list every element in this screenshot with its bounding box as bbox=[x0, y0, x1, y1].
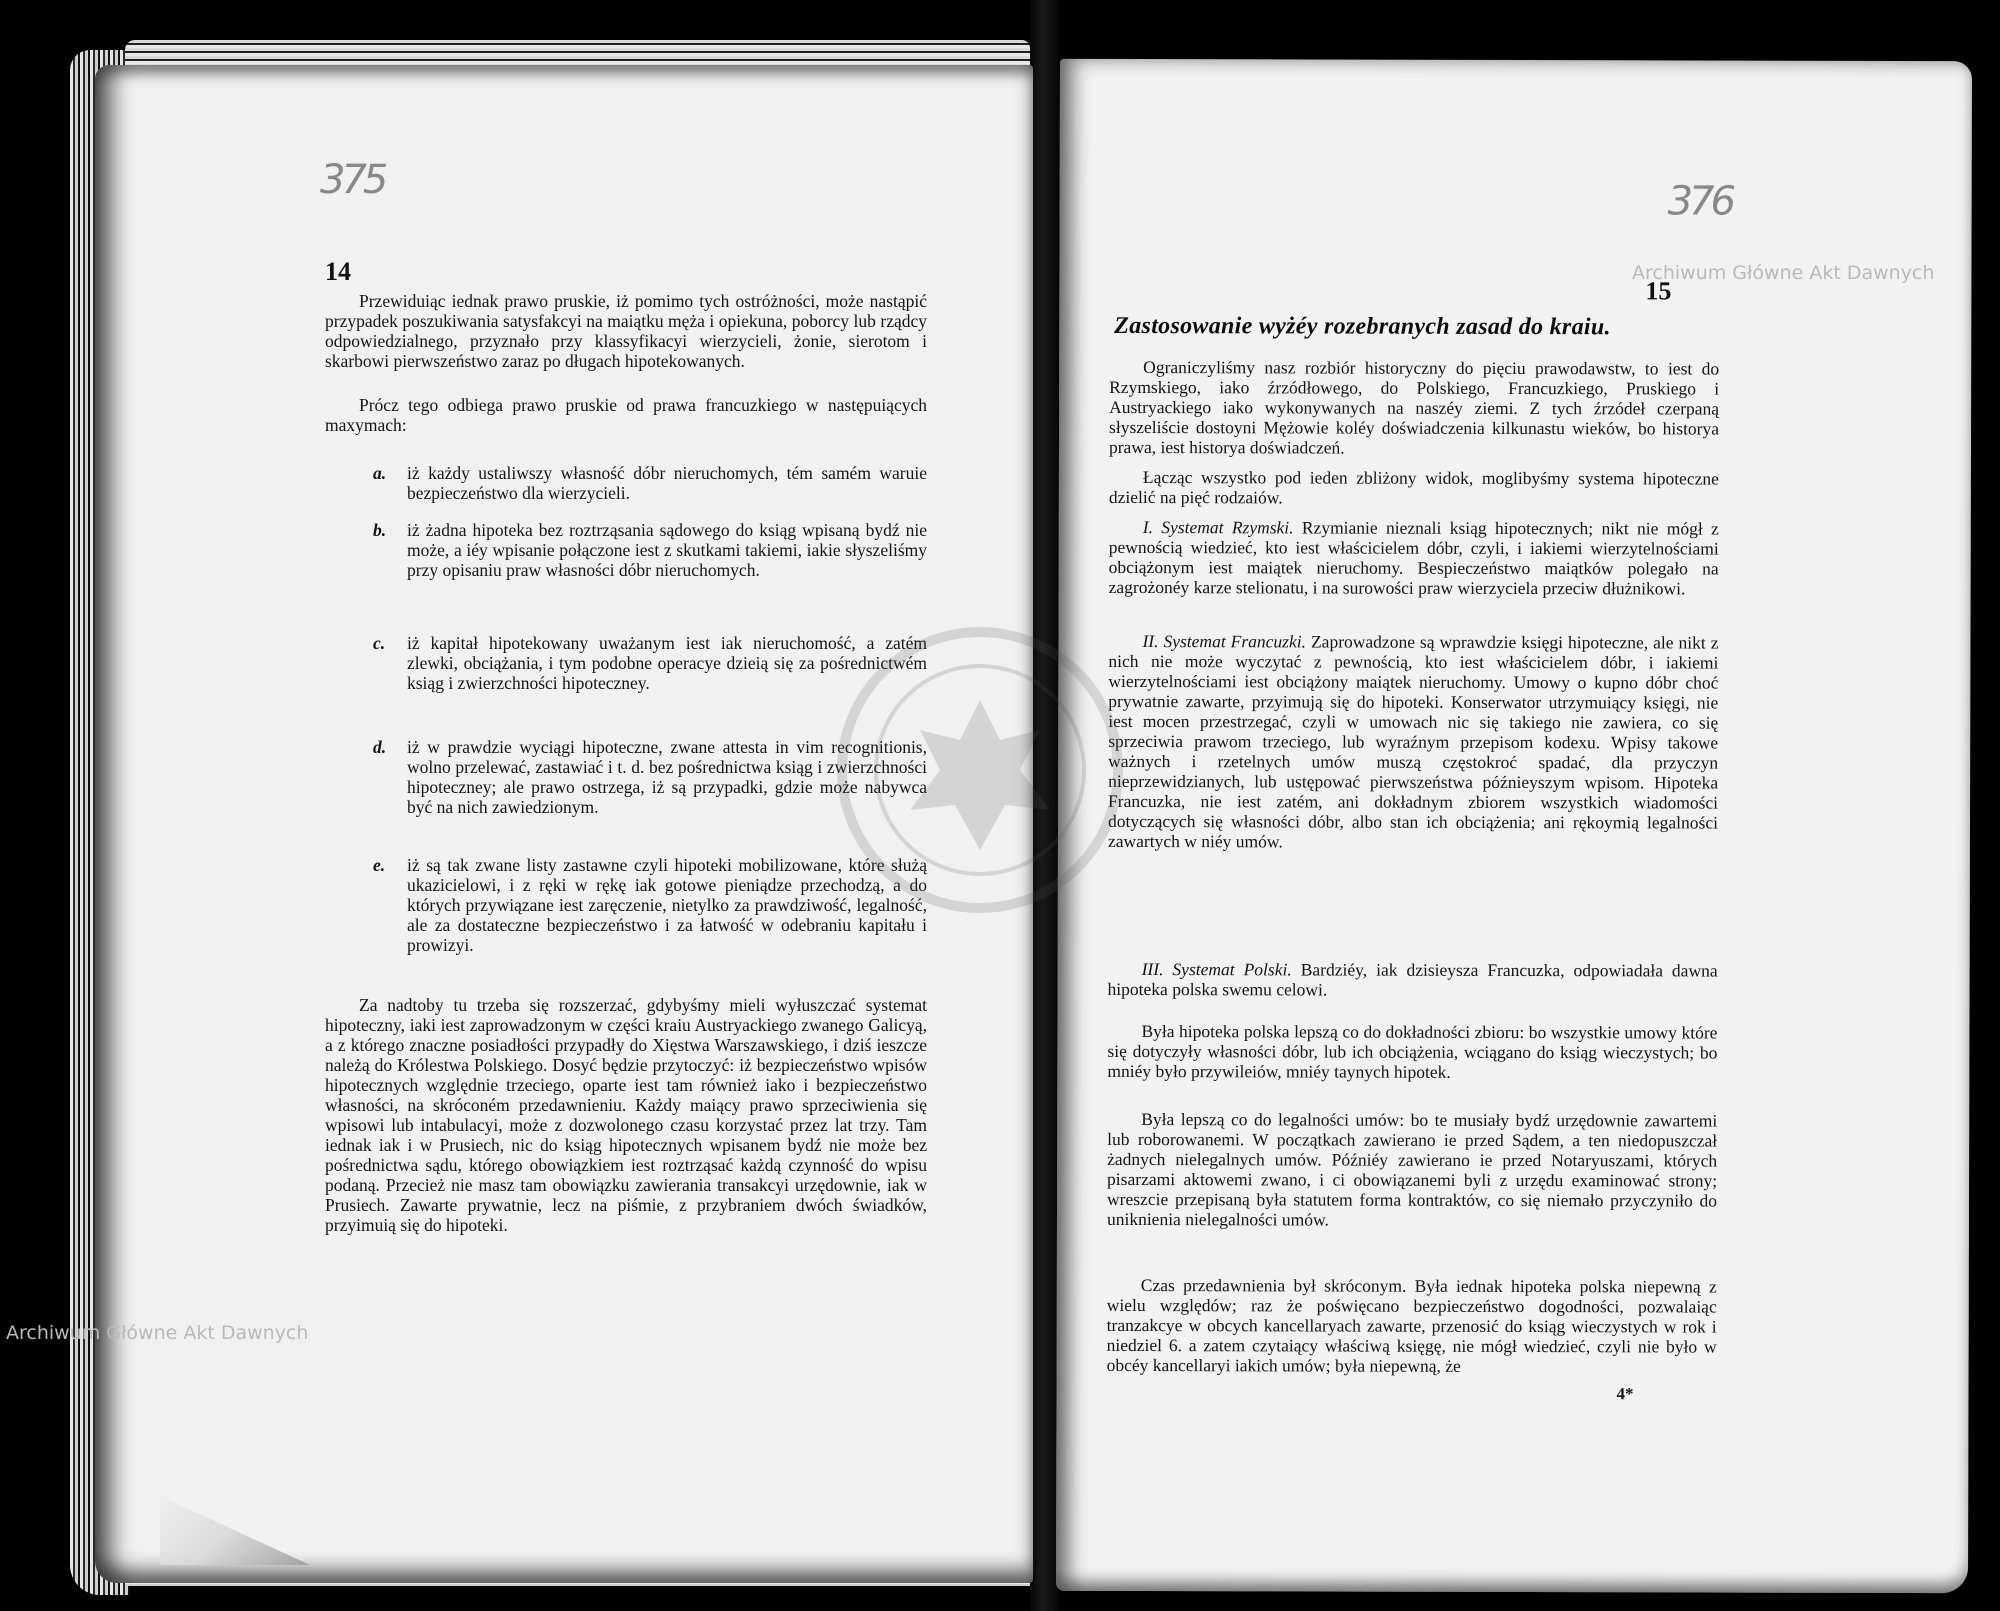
item-marker: b. bbox=[373, 520, 387, 540]
archive-watermark-bottom-left: Archiwum Główne Akt Dawnych bbox=[6, 1322, 309, 1344]
left-paragraph-2: Prócz tego odbiega prawo pruskie od prawa francuzkiego w następuiących maxymach: bbox=[325, 395, 927, 435]
right-paragraph-3: Była hipoteka polska lepszą co do dokładności zbioru: bo wszystkie umowy które się dotyczyły własności dóbr, lub ich obciążenia, wciągano do ksiąg wieczystych; bo mniéy było przywileiów, mniéy taynych hipotek. bbox=[1107, 1021, 1718, 1082]
left-page-top-edge bbox=[125, 40, 1030, 68]
left-item-a bbox=[373, 463, 927, 503]
right-section-heading: Zastosowanie wyżéy rozebranych zasad do kraiu. bbox=[1114, 312, 1611, 341]
system-text: Zaprowadzone są wprawdzie księgi hipoteczne, ale nikt z nich nie może wyczytać z pewnością, kto iest właścicielem dóbr, i iakiemi wierzytelnościami iest obciążony maiątek nieruchomy. Umowy o kupno dóbr choć prywatnie zawarte, przyimują się do hipoteki. Konserwator utrzymuiący księgi, nie iest mocen przestrzegać, czyli w umowach nic się takiego nie zawiera, co się sprzeciwia prawom trzeciego, lub wyraźnym przepisom kodexu. Wpisy takowe ważnych i rzetelnych umów muszą częstokroć spadać, dla przyczyn nieprzewidzianych, lub ustępować pierwszeństwa późnieyszym wpisom. Hipoteka Francuzka, nie iest zatém, ani dokładnym zbiorem wszystkich wiadomości dotyczących się własności dóbr, albo stan ich obciążenia; ani rękoymią legalności zawartych w niéy umów. bbox=[1107, 631, 1719, 852]
system-label: III. Systemat Polski. bbox=[1141, 959, 1292, 980]
archive-watermark-top-right: Archiwum Główne Akt Dawnych bbox=[1632, 262, 1935, 284]
archive-stamp-watermark bbox=[830, 620, 1130, 920]
right-paragraph-5: Czas przedawnienia był skróconym. Była iednak hipoteka polska niepewną z wielu względów; raz że poświęcano bezpieczeństwo dogodności, pozwalaiąc tranzakcye w obcych kancellaryach zawarte, przenosić do ksiąg wieczystych w rok i niedziel 6. a zatem czytaiący właściwą księgę, nie mógł wiedzieć, czyli nie było w obcéy kancellaryi iakich umów; była niepewną, że bbox=[1106, 1275, 1717, 1376]
left-item-b bbox=[373, 520, 927, 580]
item-text: iż każdy ustaliwszy własność dóbr nieruchomych, tém samém waruie bezpieczeństwo dla wierzycieli. bbox=[407, 463, 927, 503]
right-system-polski bbox=[1108, 959, 1718, 1001]
system-text: Bardziéy, iak dzisieysza Francuzka, odpowiadała dawna hipoteka polska swemu celowi. bbox=[1107, 959, 1718, 1000]
right-page bbox=[1056, 59, 1972, 1593]
right-paragraph-2: Łącząc wszystko pod ieden zbliżony widok, moglibyśmy systema hipoteczne dzielić na pięć rodzaiów. bbox=[1108, 467, 1719, 508]
item-marker: e. bbox=[373, 855, 386, 875]
left-page-number: 14 bbox=[325, 257, 351, 286]
item-text: iż kapitał hipotekowany uważanym iest iak nieruchomość, a zatém zlewki, obciążania, i tym podobne operacye dzieią się za pośrednictwém ksiąg i zwierzchności hipoteczney. bbox=[407, 633, 927, 693]
right-paragraph-4: Była lepszą co do legalności umów: bo te musiały bydź urzędownie zawartemi lub roborowanemi. W początkach zawierano ie przed Sądem, a ten niedopuszczał żadnych nielegalnych umów. Późniéy zawierano ie przed Notaryuszami, których pisarzami aktowemi zwano, i ci obowiązanemi byli z urzędu examinować strony; wreszcie przepisaną była statutem forma kontraktów, co się niemało przyczyniło do uniknienia nielegalności umów. bbox=[1106, 1109, 1718, 1230]
left-paragraph-1: Przewiduiąc iednak prawo pruskie, iż pomimo tych ostróżności, może nastąpić przypadek poszukiwania satysfakcyi na maiątku męża i opiekuna, poborcy lub rządcy odpowiedzialnego, przyznało przy klassyfikacyi wierzycieli, żonie, sierotom i skarbowi pierwszeństwo zaraz po długach hipotekowanych. bbox=[325, 291, 927, 371]
right-page-number: 15 bbox=[1645, 276, 1672, 306]
item-text: iż są tak zwane listy zastawne czyli hipoteki mobilizowane, które służą ukazicielowi, i z ręki w rękę iak gotowe pieniądze przechodzą, a do których przywiązane iest zaręczenie, nietylko za prawdziwość, legalność, ale za dostateczne bezpieczeństwo i za łatwość w odebraniu kapitału i prowizyi. bbox=[407, 855, 927, 955]
system-text: Rzymianie nieznali ksiąg hipotecznych; nikt nie mógł z pewnością wiedzieć, kto iest właścicielem dóbr, czyli, i iakiemi wierzytelnościami obciążonym iest maiątek nieruchomy. Bespieczeństwo maiątków polegało na zagrożonéy karze stelionatu, i na surowości praw wierzyciela przeciw dłużnikowi. bbox=[1108, 517, 1719, 599]
right-paragraph-1: Ograniczyliśmy nasz rozbiór historyczny do pięciu prawodawstw, to iest do Rzymskiego, iako źrzódłowego, do Polskiego, Francuzkiego, Pruskiego i Austryackiego iako wykonywanych na naszéy ziemi. Z tych źrzódeł czerpaną słyszeliście dostoyni Mężowie koléy doświadczenia kilkunastu wieków, bo historya prawa, iest historya doświadczeń. bbox=[1108, 357, 1720, 458]
right-system-rzymski bbox=[1109, 517, 1719, 599]
system-label: I. Systemat Rzymski. bbox=[1142, 517, 1294, 538]
item-marker: c. bbox=[373, 633, 386, 653]
item-marker: a. bbox=[373, 463, 387, 483]
item-text: iż żadna hipoteka bez roztrząsania sądowego do ksiąg wpisaną bydź nie może, a iéy wpisanie połączone iest z skutkami takiemi, iakie słyszeliśmy przy opisaniu praw własności dóbr nieruchomych. bbox=[407, 520, 927, 580]
signature-mark: 4* bbox=[1616, 1384, 1634, 1404]
item-text: iż w prawdzie wyciągi hipoteczne, zwane attesta in vim recognitionis, wolno przelewać, zastawiać i t. d. bez pośrednictwa ksiąg i zwierzchności hipoteczney; ale prawo ostrzega, iż są przypadki, gdzie może nabywca być na nich zawiedzionym. bbox=[407, 737, 927, 817]
left-closing-paragraph: Za nadtoby tu trzeba się rozszerzać, gdybyśmy mieli wyłuszczać systemat hipoteczny, iaki iest zaprowadzonym w części kraiu Austryackiego zwanego Galicyą, a z którego znaczne posiadłości przypadły do Xięstwa Warszawskiego, i dziś ieszcze należą do Królestwa Polskiego. Dosyć będzie przytoczyć: iż bezpieczeństwo wpisów hipotecznych względnie trzeciego, oparte iest tam również iako i bezpieczeństwo własności, na skróconém przedawnieniu. Każdy maiący prawo sprzeciwienia się wpisowi lub intabulacyi, może z dozwolonego czasu korzystać przez lat trzy. Tam iednak iak i w Prusiech, nic do ksiąg hipotecznych wpisanem bydź nie może bez pośrednictwa sądu, którego obowiązkiem iest roztrząsać każdą czynność do wpisu podaną. Przecież nie masz tam obowiązku zawierania transakcyi urzędownie, iak w Prusiech. Zawarte prywatnie, lecz na piśmie, z przybraniem dwóch świadków, przyimuią się do hipoteki. bbox=[325, 995, 927, 1235]
item-marker: d. bbox=[373, 737, 387, 757]
system-label: II. Systemat Francuzki. bbox=[1142, 631, 1307, 652]
right-system-francuzki bbox=[1108, 631, 1719, 853]
left-handwritten-folio: 375 bbox=[320, 157, 385, 203]
right-handwritten-folio: 376 bbox=[1667, 178, 1733, 225]
